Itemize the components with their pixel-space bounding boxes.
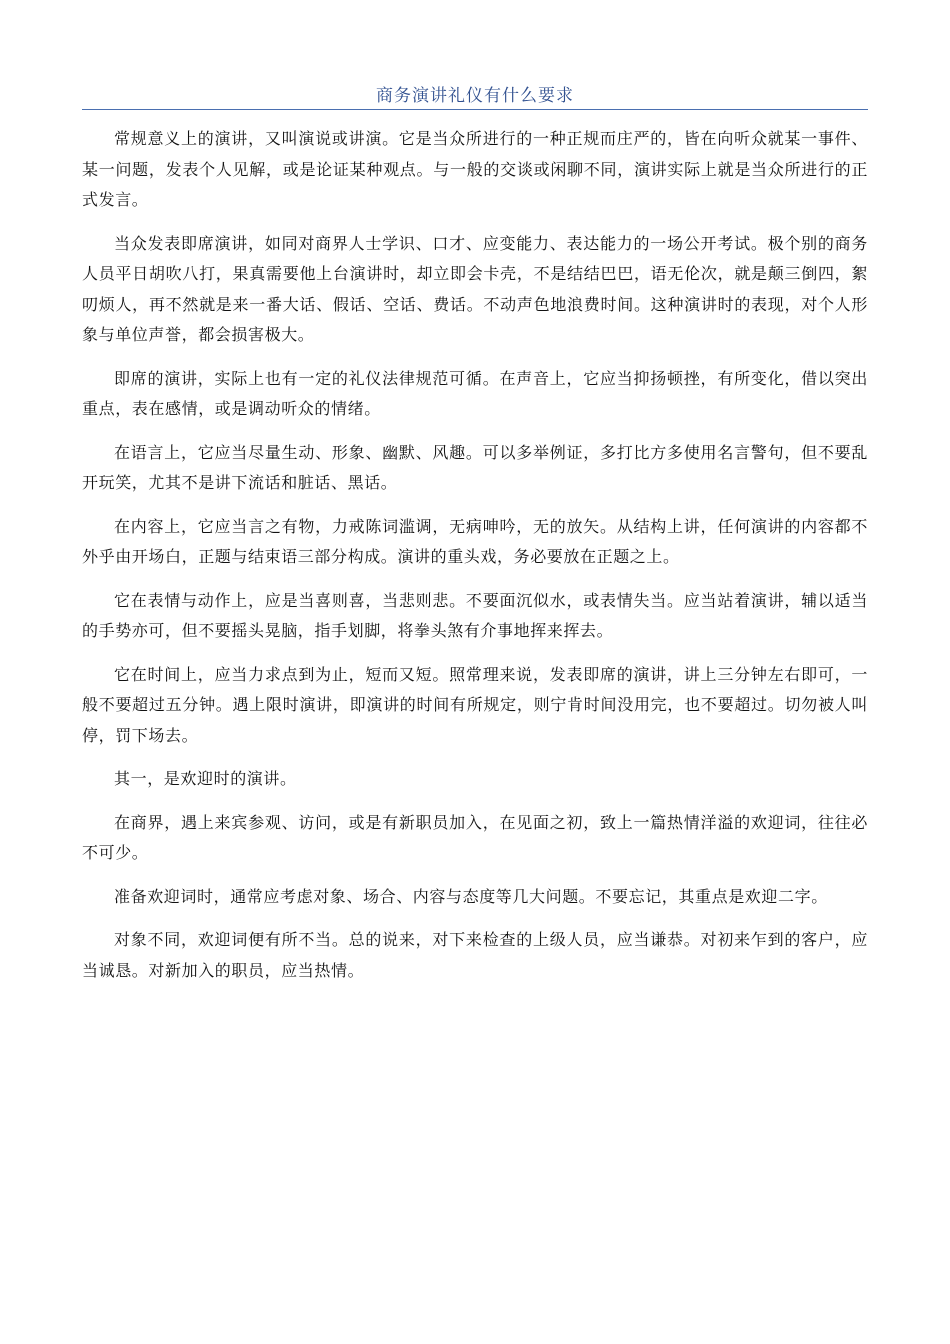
paragraph: 在语言上，它应当尽量生动、形象、幽默、风趣。可以多举例证，多打比方多使用名言警句，但不要乱开玩笑，尤其不是讲下流话和脏话、黑话。 <box>82 442 868 492</box>
document-body <box>82 124 868 999</box>
paragraph: 准备欢迎词时，通常应考虑对象、场合、内容与态度等几大问题。不要忘记，其重点是欢迎二字。 <box>114 886 828 906</box>
paragraph: 常规意义上的演讲，又叫演说或讲演。它是当众所进行的一种正规而庄严的，皆在向听众就某一事件、某一问题，发表个人见解，或是论证某种观点。与一般的交谈或闲聊不同，演讲实际上就是当众所进行的正式发言。 <box>82 129 868 209</box>
document-title: 商务演讲礼仪有什么要求 <box>376 86 574 106</box>
paragraph: 即席的演讲，实际上也有一定的礼仪法律规范可循。在声音上，它应当抑扬顿挫，有所变化，借以突出重点，表在感情，或是调动听众的情绪。 <box>82 368 868 418</box>
title-divider <box>82 109 868 110</box>
paragraph: 其一，是欢迎时的演讲。 <box>114 769 297 788</box>
paragraph: 在商界，遇上来宾参观、访问，或是有新职员加入，在见面之初，致上一篇热情洋溢的欢迎词，往往必不可少。 <box>82 812 868 862</box>
paragraph: 在内容上，它应当言之有物，力戒陈词滥调，无病呻吟，无的放矢。从结构上讲，任何演讲的内容都不外乎由开场白，正题与结束语三部分构成。演讲的重头戏，务必要放在正题之上。 <box>82 516 868 566</box>
paragraph: 它在表情与动作上，应是当喜则喜，当悲则悲。不要面沉似水，或表情失当。应当站着演讲，辅以适当的手势亦可，但不要摇头晃脑，指手划脚，将拳头煞有介事地挥来挥去。 <box>82 590 868 640</box>
paragraph: 对象不同，欢迎词便有所不当。总的说来，对下来检查的上级人员，应当谦恭。对初来乍到的客户，应当诚恳。对新加入的职员，应当热情。 <box>82 930 868 980</box>
paragraph: 当众发表即席演讲，如同对商界人士学识、口才、应变能力、表达能力的一场公开考试。极个别的商务人员平日胡吹八打，果真需要他上台演讲时，却立即会卡壳，不是结结巴巴，语无伦次，就是颠三倒四，絮叨烦人，再不然就是来一番大话、假话、空话、费话。不动声色地浪费时间。这种演讲时的表现，对个人形象与单位声誉，都会损害极大。 <box>82 233 868 344</box>
paragraph: 它在时间上，应当力求点到为止，短而又短。照常理来说，发表即席的演讲，讲上三分钟左右即可，一般不要超过五分钟。遇上限时演讲，即演讲的时间有所规定，则宁肯时间没用完，也不要超过。切勿被人叫停，罚下场去。 <box>82 664 868 745</box>
